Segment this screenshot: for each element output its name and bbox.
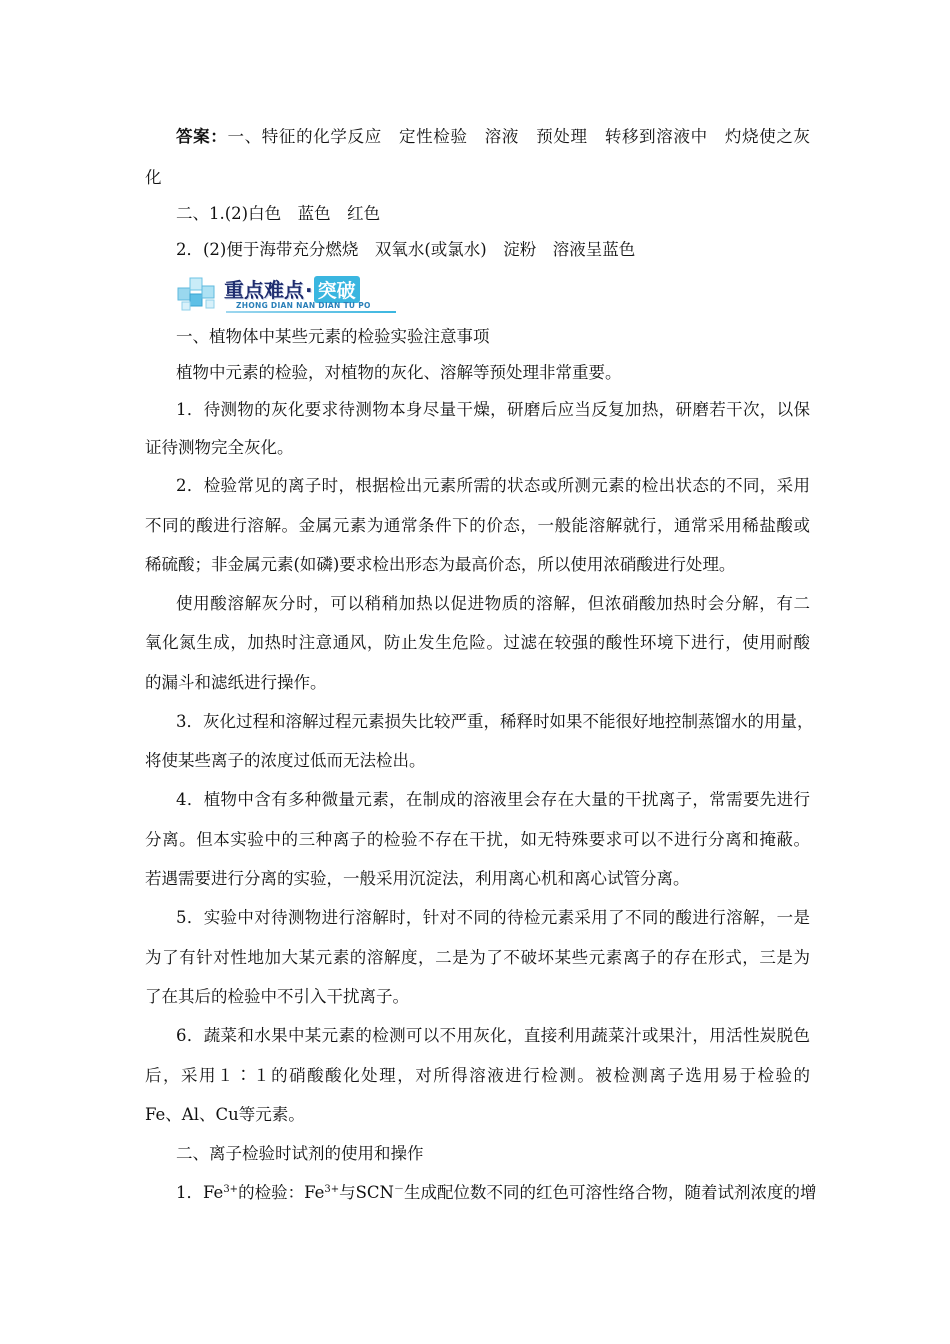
fe-text-2: 的检验：Fe bbox=[238, 1183, 325, 1202]
para-1-line-2: 证待测物完全灰化。 bbox=[145, 438, 294, 457]
answer-line-3: 二、1.(2)白色 蓝色 红色 bbox=[176, 204, 381, 223]
answer-line-2: 化 bbox=[145, 168, 162, 187]
para-2d-line-2: 氧化氮生成，加热时注意通风，防止发生危险。过滤在较强的酸性环境下进行，使用耐酸 bbox=[145, 633, 810, 652]
scn-charge: － bbox=[394, 1184, 404, 1195]
para-3-line-2: 将使某些离子的浓度过低而无法检出。 bbox=[145, 751, 426, 770]
para-1-line-1: 1．待测物的灰化要求待测物本身尽量干燥，研磨后应当反复加热，研磨若干次，以保 bbox=[176, 400, 810, 419]
banner-subtitle: ZHONG DIAN NAN DIAN TU PO bbox=[236, 301, 371, 310]
para-5-line-3: 了在其后的检验中不引入干扰离子。 bbox=[145, 987, 409, 1006]
para-3-line-1: 3．灰化过程和溶解过程元素损失比较严重，稀释时如果不能很好地控制蒸馏水的用量， bbox=[176, 712, 814, 731]
para-6-line-1: 6．蔬菜和水果中某元素的检测可以不用灰化，直接利用蔬菜汁或果汁，用活性炭脱色 bbox=[176, 1026, 810, 1045]
answer-line-4: 2．(2)便于海带充分燃烧 双氧水(或氯水) 淀粉 溶液呈蓝色 bbox=[176, 240, 636, 259]
para-6-line-3: Fe、Al、Cu等元素。 bbox=[145, 1105, 305, 1124]
para-4-line-1: 4．植物中含有多种微量元素，在制成的溶液里会存在大量的干扰离子，常需要先进行 bbox=[176, 790, 810, 809]
banner-title bbox=[224, 274, 360, 303]
para-fe-line-1 bbox=[176, 1181, 817, 1205]
fe-charge-1: 3+ bbox=[223, 1184, 239, 1195]
section-1-heading: 一、植物体中某些元素的检验实验注意事项 bbox=[176, 327, 490, 346]
para-5-line-1: 5．实验中对待测物进行溶解时，针对不同的待检元素采用了不同的酸进行溶解，一是 bbox=[176, 908, 810, 927]
para-6-line-2: 后，采用１∶１的硝酸酸化处理，对所得溶液进行检测。被检测离子选用易于检验的 bbox=[145, 1066, 810, 1085]
answer-line-1 bbox=[176, 125, 810, 149]
section-2-heading: 二、离子检验时试剂的使用和操作 bbox=[176, 1144, 424, 1163]
para-2-line-2: 不同的酸进行溶解。金属元素为通常条件下的价态，一般能溶解就行，通常采用稀盐酸或 bbox=[145, 516, 810, 535]
para-2d-line-3: 的漏斗和滤纸进行操作。 bbox=[145, 673, 327, 692]
banner-underline bbox=[226, 311, 396, 313]
answer-text-1: 一、特征的化学反应 定性检验 溶液 预处理 转移到溶液中 灼烧使之灰 bbox=[227, 127, 811, 146]
banner-title-b: 突破 bbox=[314, 276, 360, 303]
para-4-line-2: 分离。但本实验中的三种离子的检验不存在干扰，如无特殊要求可以不进行分离和掩蔽。 bbox=[145, 830, 810, 849]
fe-charge-2: 3+ bbox=[324, 1184, 340, 1195]
answer-label: 答案： bbox=[176, 127, 228, 146]
section-banner-logo bbox=[176, 272, 396, 316]
para-2d-line-1: 使用酸溶解灰分时，可以稍稍加热以促进物质的溶解，但浓硝酸加热时会分解，有二 bbox=[176, 594, 810, 613]
cubes-icon bbox=[176, 274, 230, 312]
para-4-line-3: 若遇需要进行分离的实验，一般采用沉淀法，利用离心机和离心试管分离。 bbox=[145, 869, 690, 888]
banner-dot: · bbox=[305, 278, 313, 302]
banner-title-a: 重点难点 bbox=[224, 278, 304, 302]
para-5-line-2: 为了有针对性地加大某元素的溶解度，二是为了不破坏某些元素离子的存在形式，三是为 bbox=[145, 948, 810, 967]
fe-text-1: 1．Fe bbox=[176, 1183, 224, 1202]
section-1-intro: 植物中元素的检验，对植物的灰化、溶解等预处理非常重要。 bbox=[176, 363, 622, 382]
para-2-line-1: 2．检验常见的离子时，根据检出元素所需的状态或所测元素的检出状态的不同，采用 bbox=[176, 476, 810, 495]
para-2-line-3: 稀硫酸；非金属元素(如磷)要求检出形态为最高价态，所以使用浓硝酸进行处理。 bbox=[145, 555, 736, 574]
fe-text-4: 生成配位数不同的红色可溶性络合物，随着试剂浓度的增 bbox=[404, 1183, 817, 1202]
fe-text-3: 与SCN bbox=[339, 1183, 394, 1202]
